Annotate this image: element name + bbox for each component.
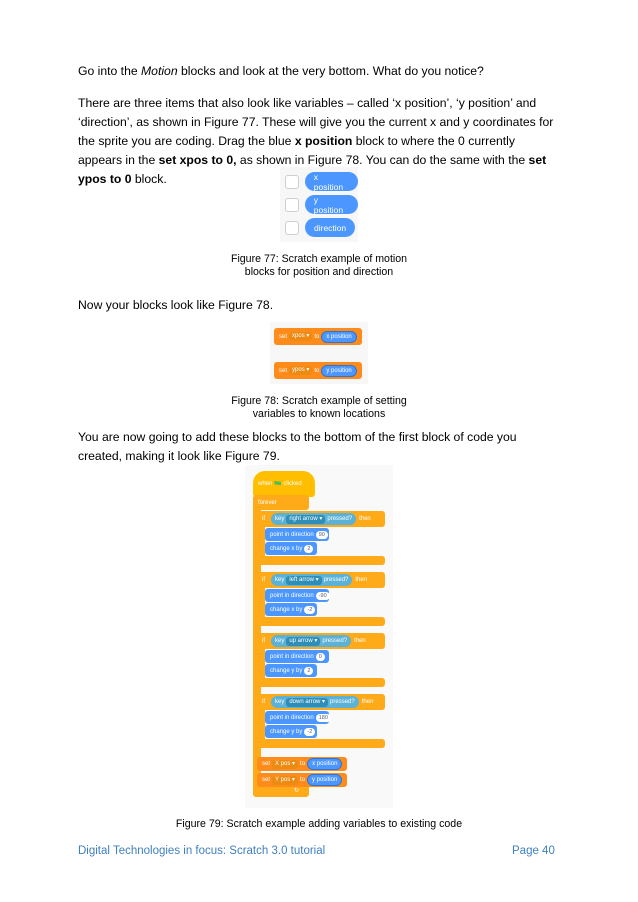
change-by-label: change x by [270, 545, 303, 552]
direction-block[interactable]: direction [305, 218, 355, 237]
x-position-reporter[interactable]: x position [321, 331, 356, 343]
if-label: if [262, 638, 265, 644]
point-in-direction-label: point in direction [270, 714, 314, 721]
page-number: Page 40 [512, 845, 555, 857]
to-label: to [300, 761, 306, 767]
change-by-label: change y by [270, 667, 303, 674]
change-by-label: change y by [270, 728, 303, 735]
para2-text-1: There are three items that also look like variables – called ‘x position’, ‘y position’ and ‘direction’, as shown in Figure 77. These will give you the current x and y coordinates for the sprite you are coding. Drag the blue [78, 96, 554, 148]
change-amount-input[interactable]: 2 [304, 545, 313, 553]
key-label: key [275, 638, 285, 644]
set-ypos-block[interactable] [274, 362, 362, 379]
direction-value-input[interactable]: 0 [316, 653, 325, 661]
checkbox[interactable] [285, 175, 299, 189]
figure-77-caption-line2: blocks for position and direction [244, 266, 394, 278]
figure-79-caption: Figure 79: Scratch example adding variables to existing code [175, 818, 463, 830]
if-head[interactable] [257, 511, 385, 527]
key-dropdown[interactable]: up arrow ▾ [286, 637, 320, 646]
key-dropdown[interactable]: left arrow ▾ [286, 576, 321, 585]
change-by-block[interactable] [265, 725, 317, 738]
checkbox[interactable] [285, 198, 299, 212]
add-blocks-paragraph: You are now going to add these blocks to the bottom of the first block of code you created, making it look like Figure 79. [78, 430, 517, 463]
when-label: when [258, 481, 273, 487]
if-label: if [262, 577, 265, 583]
if-head[interactable] [257, 572, 385, 588]
key-dropdown[interactable]: right arrow ▾ [286, 515, 325, 524]
set-label: set [262, 777, 271, 783]
set-x-pos-block[interactable] [257, 757, 347, 771]
para2-bold-1: x position [294, 134, 353, 148]
para1-text-b: blocks and look at the very bottom. What do you notice? [177, 64, 484, 78]
y-position-reporter[interactable]: y position [307, 774, 342, 786]
change-by-block[interactable] [265, 603, 317, 616]
key-pressed-sensing-block[interactable] [271, 574, 352, 586]
clicked-label: clicked [283, 481, 302, 487]
then-label: then [354, 638, 366, 644]
change-amount-input[interactable]: -2 [304, 728, 315, 736]
set-label: set [279, 333, 288, 340]
figure-78-image [270, 322, 368, 384]
pressed-label: pressed? [330, 699, 355, 705]
figure-77-caption-line1: Figure 77: Scratch example of motion [230, 253, 408, 265]
direction-value-input[interactable]: -90 [316, 592, 330, 600]
then-label: then [361, 699, 374, 705]
if-head[interactable] [257, 633, 385, 649]
change-amount-input[interactable]: 2 [304, 667, 313, 675]
point-in-direction-label: point in direction [270, 531, 314, 538]
now-blocks-paragraph: Now your blocks look like Figure 78. [78, 298, 274, 312]
if-bottom [257, 617, 385, 626]
motion-row-y-position [285, 195, 358, 214]
if-bottom [257, 556, 385, 565]
change-by-block[interactable] [265, 542, 317, 555]
variable-dropdown[interactable]: ypos ▾ [289, 366, 312, 375]
figure-79-image [245, 465, 393, 808]
pressed-label: pressed? [327, 516, 353, 522]
set-y-pos-block[interactable] [257, 773, 347, 787]
direction-value-input[interactable]: 90 [316, 531, 328, 539]
motion-row-x-position [285, 172, 358, 191]
para2-bold-2: set xpos to 0, [158, 153, 237, 167]
if-label: if [262, 699, 265, 705]
variable-dropdown[interactable]: xpos ▾ [289, 332, 312, 341]
if-bottom [257, 678, 385, 687]
to-label: to [314, 367, 320, 374]
point-in-direction-label: point in direction [270, 592, 314, 599]
x-position-block[interactable]: x position [305, 172, 358, 191]
set-label: set [279, 367, 288, 374]
pressed-label: pressed? [323, 577, 349, 583]
para2-text-3: as shown in Figure 78. You can do the same with the [236, 153, 529, 167]
then-label: then [359, 516, 371, 522]
key-label: key [275, 577, 285, 583]
figure-78-caption-line1: Figure 78: Scratch example of setting [231, 395, 407, 407]
point-in-direction-label: point in direction [270, 653, 314, 660]
y-position-block[interactable]: y position [305, 195, 358, 214]
variable-dropdown[interactable]: Y pos ▾ [272, 776, 298, 785]
footer-title: Digital Technologies in focus: Scratch 3.0 tutorial [78, 845, 326, 857]
point-in-direction-block[interactable] [265, 528, 329, 541]
figure-78-caption [180, 395, 458, 421]
forever-label: forever [258, 499, 277, 506]
change-amount-input[interactable]: -2 [304, 606, 315, 614]
pressed-label: pressed? [322, 638, 348, 644]
key-pressed-sensing-block[interactable] [271, 635, 351, 647]
point-in-direction-block[interactable] [265, 650, 329, 663]
para1-text-a: Go into the [78, 64, 142, 78]
y-position-reporter[interactable]: y position [321, 365, 356, 377]
intro-paragraph [78, 62, 562, 81]
para1-italic-motion: Motion [141, 64, 178, 78]
to-label: to [299, 777, 305, 783]
point-in-direction-block[interactable] [265, 589, 329, 602]
change-by-label: change x by [270, 606, 303, 613]
set-xpos-block[interactable] [274, 328, 362, 345]
key-dropdown[interactable]: down arrow ▾ [286, 698, 328, 707]
motion-row-direction [285, 218, 355, 237]
variable-dropdown[interactable]: X pos ▾ [272, 760, 298, 769]
figure-77-image [280, 167, 358, 242]
loop-arrow-icon: ↻ [294, 787, 300, 794]
change-by-block[interactable] [265, 664, 317, 677]
para2-text-2: block to where the 0 currently appears in the [78, 134, 515, 167]
para2-bold-3: set ypos to 0 [78, 153, 547, 186]
x-position-reporter[interactable]: x position [307, 758, 342, 770]
key-pressed-sensing-block[interactable] [271, 513, 356, 525]
figure-77-caption [180, 253, 458, 279]
if-bottom [257, 739, 385, 748]
then-label: then [355, 577, 368, 583]
if-head[interactable] [257, 694, 385, 710]
direction-value-input[interactable]: 180 [316, 714, 331, 722]
point-in-direction-block[interactable] [265, 711, 329, 724]
to-label: to [314, 333, 320, 340]
figure-78-caption-line2: variables to known locations [252, 408, 386, 420]
checkbox[interactable] [285, 221, 299, 235]
set-label: set [262, 761, 271, 767]
key-label: key [275, 699, 285, 705]
key-label: key [275, 516, 285, 522]
key-pressed-sensing-block[interactable] [271, 696, 359, 708]
if-label: if [262, 516, 265, 522]
para2-text-4: block. [131, 172, 167, 186]
